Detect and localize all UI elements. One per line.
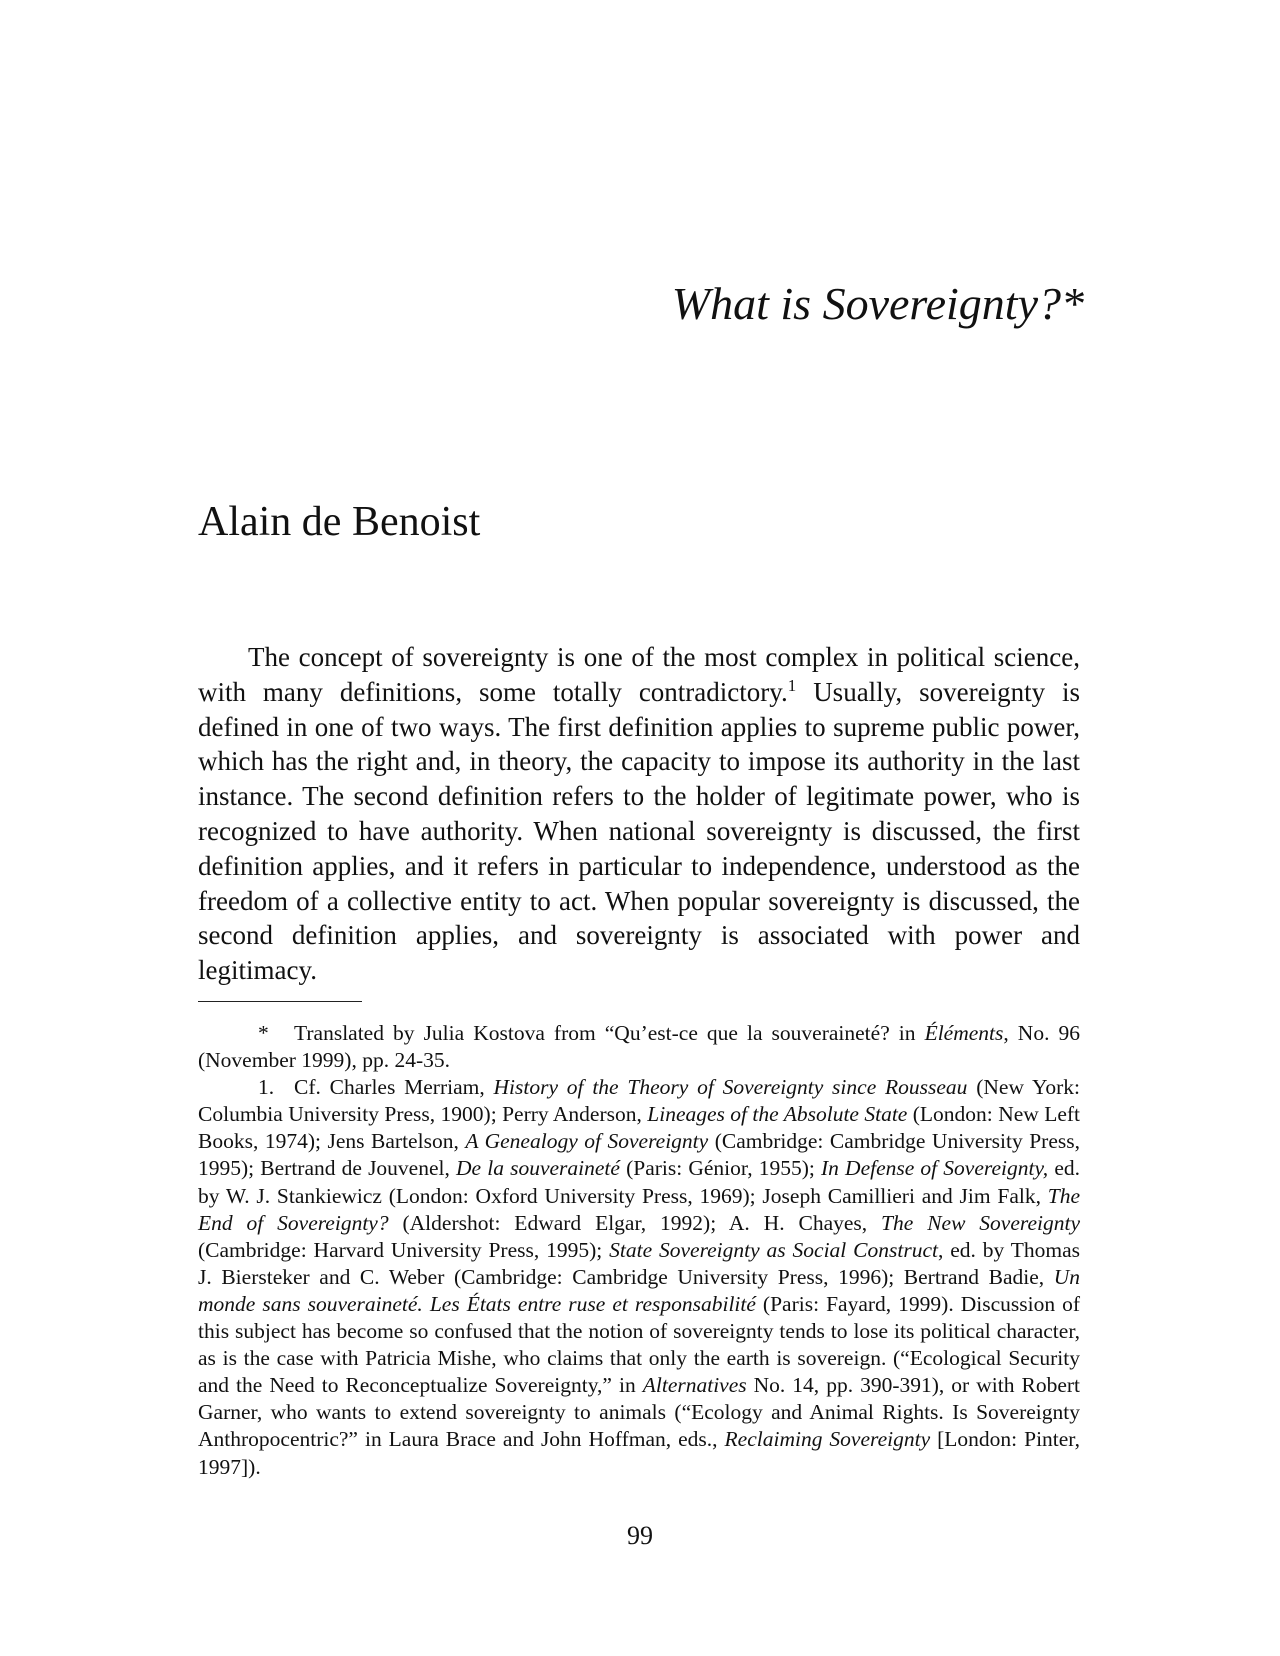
footnote-italic-title: De la souveraineté — [456, 1156, 620, 1181]
body-paragraph — [198, 640, 1080, 988]
footnote-text: (New York: Columbia University Press, 1900); Perry Anderson, — [198, 1075, 1080, 1127]
footnote-text: , ed. by Thomas J. Biersteker and C. Weber (Cambridge: Cambridge University Press, 1996); Bertrand Badie, — [198, 1237, 1081, 1289]
footnote-reference[interactable]: 1 — [787, 675, 797, 695]
footnote-text: No. 14, pp. 390-391), or with Robert Garner, who wants to extend sovereignty to animals (“Ecology and Animal Rights. Is Sovereignty Anthropocentric?” in Laura Brace and John Hoffman, eds., — [198, 1373, 1080, 1452]
footnote-italic-title: Lineages of the Absolute State — [647, 1102, 908, 1127]
footnote-italic-title: State Sovereignty as Social Construct — [609, 1237, 938, 1262]
footnotes — [198, 1020, 1080, 1481]
footnote-italic-title: Éléments — [924, 1021, 1004, 1045]
footnote-text: (Paris: Génior, 1955); — [619, 1156, 821, 1181]
body-text-part: Usually, sovereignty is defined in one of two ways. The first definition applies to supreme public power, which has the right and, in theory, the capacity to impose its authority in the last instance. The second definition refers to the holder of legitimate power, who is recognized to have authority. When national sovereignty is discussed, the first definition applies, and it refers in particular to independence, understood as the freedom of a collective entity to act. When popular sovereignty is discussed, the second definition applies, and sovereignty is associated with power and legitimacy. — [198, 676, 1080, 986]
footnote-text: (Cambridge: Cambridge University Press, 1995); Bertrand de Jouvenel, — [198, 1129, 1080, 1181]
article-title: What is Sovereignty?* — [671, 278, 1084, 329]
footnote-text: ed. by W. J. Stankiewicz (London: Oxford University Press, 1969); Joseph Camillieri and Jim Falk, — [198, 1156, 1080, 1208]
footnote-text: [London: Pinter, 1997]). — [198, 1427, 1080, 1479]
footnote-italic-title: Reclaiming Sovereignty — [724, 1427, 931, 1452]
footnote-italic-title: Un monde sans souveraineté. Les États entre ruse et responsabilité — [198, 1264, 1080, 1316]
footnote-italic-title: In Defense of Sovereignty, — [821, 1156, 1049, 1181]
footnote-italic-title: Alternatives — [642, 1373, 747, 1398]
article-author: Alain de Benoist — [198, 499, 481, 545]
footnote-marker: 1. — [258, 1075, 275, 1100]
footnote-text: , No. 96 (November 1999), pp. 24-35. — [198, 1021, 1080, 1073]
footnote-italic-title: The End of Sovereignty? — [198, 1183, 1080, 1235]
footnote-text: (Paris: Fayard, 1999). Discussion of this subject has become so confused that the notion of sovereignty tends to lose its political character, as is the case with Patricia Mishe, who claims that only the earth is sovereign. (“Ecological Security and the Need to Reconceptualize Sovereignty,” in — [198, 1291, 1080, 1398]
footnote-italic-title: The New Sovereignty — [881, 1210, 1080, 1235]
footnote-italic-title: History of the Theory of Sovereignty since Rousseau — [493, 1075, 968, 1100]
footnote-text: Cf. Charles Merriam, — [294, 1075, 494, 1100]
footnote-marker: * — [258, 1021, 269, 1045]
footnote-text: (Cambridge: Harvard University Press, 1995); — [198, 1237, 610, 1262]
footnote-text: (Aldershot: Edward Elgar, 1992); A. H. Chayes, — [388, 1210, 882, 1235]
page-number: 99 — [627, 1521, 653, 1550]
footnote-translation — [198, 1020, 1080, 1074]
footnote-text: (London: New Left Books, 1974); Jens Bartelson, — [198, 1102, 1080, 1154]
footnote-1 — [198, 1074, 1080, 1480]
footnote-separator — [198, 1001, 362, 1002]
footnote-italic-title: A Genealogy of Sovereignty — [465, 1129, 709, 1154]
footnote-text: Translated by Julia Kostova from “Qu’est-ce que la souveraineté? in — [294, 1021, 925, 1045]
body-text-part: The concept of sovereignty is one of the most complex in political science, with many definitions, some totally contradictory. — [198, 642, 1080, 707]
